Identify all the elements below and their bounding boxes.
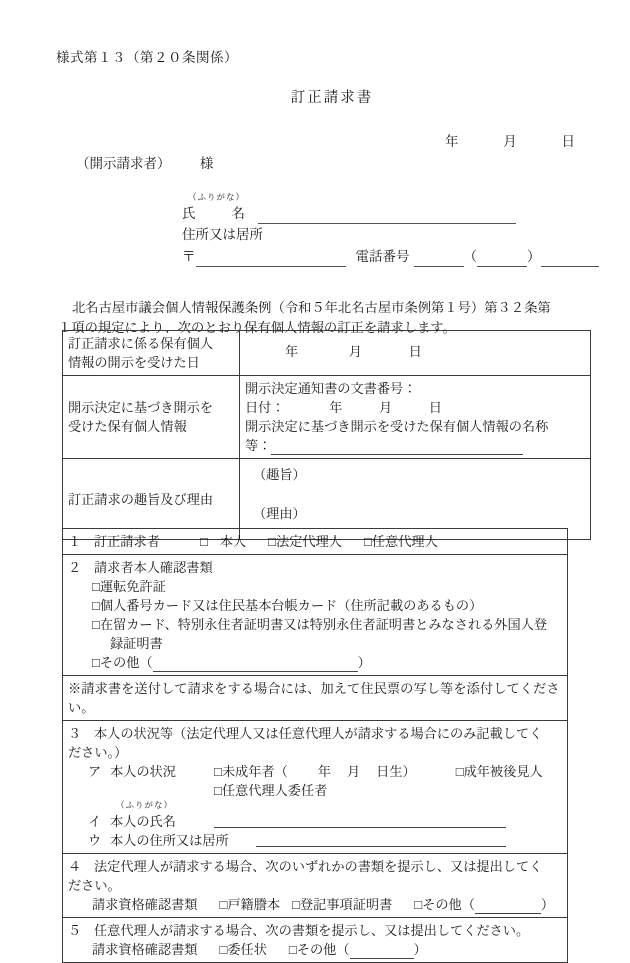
checkbox-item5-other[interactable]: □ [288,942,297,957]
item5-docs-row [68,940,562,959]
item1-label: 訂正請求者 [94,534,160,549]
item3-sub-i-mark: イ [88,814,102,829]
checklist-row-item5 [63,918,568,963]
item2-option-residence-row [68,615,562,634]
checkbox-self[interactable]: □ [199,534,208,549]
furigana-label: （ふりがな） [188,192,246,202]
item3-heading-line2: ださい。） [68,745,128,760]
checkbox-residence-card[interactable]: □ [92,617,100,632]
name-input-line[interactable] [258,206,516,224]
item5-cell [63,918,568,963]
paren-close: ） [527,249,541,264]
item4-option-other: その他（ [422,897,475,912]
applicant-block [182,192,599,267]
item1-option-voluntary: 任意代理人 [371,534,438,549]
item4-other-close: ） [540,897,555,912]
item3-sub-a-row [68,762,562,781]
item3-sub-a-mark: ア [88,764,102,779]
address-label: 住所又は居所 [182,227,263,242]
item1-cell [63,529,568,555]
item4-option-koseki: 戸籍謄本 [227,897,281,912]
item3-sub-a-row2 [68,781,562,800]
item1-number: １ [68,534,82,549]
item2-option-mynumber-row [68,596,562,615]
checklist-row-item3 [63,721,568,854]
telephone-label: 電話番号 [355,249,410,264]
reason-label: （理由） [253,506,306,521]
disclosure-year-label: 年 [285,344,299,359]
name-field-row [182,203,599,224]
item3-heading-line1: ３ 本人の状況等（法定代理人又は任意代理人が請求する場合にのみ記載してく [68,726,543,741]
date-line [0,130,575,150]
date-month-label: 月 [503,134,517,149]
disclosure-month-label: 月 [348,344,362,359]
checkbox-other-document[interactable]: □ [92,655,100,670]
zip-symbol: 〒 [182,249,196,264]
checkbox-minor[interactable]: □ [214,764,222,779]
addressee-label: （開示請求者） [76,156,171,171]
item2-option-license: 運転免許証 [99,579,166,594]
checklist-row-note [63,676,568,721]
item4-heading-line2: ださい。 [68,878,121,893]
disclosed-info-input-line[interactable] [271,439,523,455]
checkbox-adult-ward[interactable]: □ [455,764,464,779]
item4-docs-row [68,895,562,914]
tel-last-line[interactable] [541,249,599,267]
item5-other-close: ） [413,942,427,957]
address-input-line[interactable] [196,249,346,267]
row-value-disclosed-info[interactable] [240,376,591,459]
disclosure-day-label: 日 [408,344,422,359]
notice-date-row: 日付： 年 月 日 [245,400,442,415]
document-title: 訂正請求書 [290,90,374,106]
ordinance-line-2: １項の規定により、次のとおり保有個人情報の訂正を請求します。 [58,320,456,335]
item2-option-mynumber: 個人番号カード又は住民基本台帳カード（住所記載のあるもの） [99,598,483,613]
item3-address-input-line[interactable] [256,831,506,847]
item3-sub-i-label: 本人の氏名 [110,814,176,829]
paren-open: （ [463,249,477,264]
checkbox-drivers-license[interactable]: □ [92,579,100,594]
item3-sub-i-row [68,812,562,831]
checkbox-family-register[interactable]: □ [219,897,228,912]
table-row-disclosed-info [63,376,591,459]
table-row-disclosure-date [63,331,591,376]
option-adult-ward: 成年被後見人 [463,764,543,779]
item3-sub-a-delegator [214,781,327,800]
item4-docs-label: 請求資格確認書類 [92,897,198,912]
item1-option-self: 本人 [219,534,247,549]
row-label-disclosed-info: 開示決定に基づき開示を 受けた保有個人情報 [63,376,240,459]
item5-other-input-line[interactable] [350,943,414,959]
checkbox-mynumber-card[interactable]: □ [92,598,100,613]
item2-other-close: ） [357,655,371,670]
item2-option-residence: 在留カード、特別永住者証明書又は特別永住者証明書とみなされる外国人登 [99,617,548,632]
addressee-honorific: 様 [199,156,214,171]
item5-docs-label: 請求資格確認書類 [92,942,198,957]
item3-sub-u-mark: ウ [88,833,102,848]
name-label: 氏 名 [182,206,245,221]
checklist-table [62,528,568,963]
item3-sub-u-row [68,831,562,850]
item5-option-other: その他（ [296,942,350,957]
item5-option-inin: 委任状 [227,942,267,957]
checklist-row-item1 [63,529,568,555]
item2-cell [63,555,568,676]
tel-mid-line[interactable] [477,249,527,267]
item3-sub-a-options: □未成年者（ 年 月 日生） □成年被後見人 [214,764,543,779]
date-day-label: 日 [561,134,575,149]
item3-sub-u-label: 本人の住所又は居所 [110,833,229,848]
addressee-line [76,152,213,172]
item4-heading-line1: ４ 法定代理人が請求する場合、次のいずれかの書類を提示し、又は提出してく [68,859,543,874]
item2-option-residence-cont: 録証明書 [110,636,163,651]
row-label-purpose-reason: 訂正請求の趣旨及び理由 [63,459,240,540]
option-delegator: 任意代理人委任者 [221,783,328,798]
row-label-disclosure-date: 訂正請求に係る保有個人 情報の開示を受けた日 [63,331,240,376]
item4-other-input-line[interactable] [475,898,541,914]
item3-furigana-label: （ふりがな） [116,800,174,810]
item3-cell [63,721,568,854]
checkbox-voluntary-representative[interactable]: □ [363,534,372,549]
item3-sub-a-label: 本人の状況 [110,764,176,779]
form-number: 様式第１３（第２０条関係） [56,50,238,65]
row-value-disclosure-date[interactable] [240,331,591,376]
option-minor: 未成年者（ [221,764,288,779]
tel-area-line[interactable] [414,249,464,267]
date-year-label: 年 [445,134,459,149]
item2-option-other-row [68,653,562,672]
checkbox-item4-other[interactable]: □ [414,897,423,912]
item4-option-touki: 登記事項証明書 [299,897,393,912]
attachment-note: ※請求書を送付して請求をする場合には、加えて住民票の写し等を添付してください。 [63,676,568,721]
main-table [62,330,591,540]
checklist-row-item2 [63,555,568,676]
item3-name-input-line[interactable] [214,812,506,828]
item5-heading: ５ 任意代理人が請求する場合、次の書類を提示し、又は提出してください。 [68,923,530,938]
ordinance-line-1: 北名古屋市議会個人情報保護条例（令和５年北名古屋市条例第１号）第３２条第 [72,300,551,315]
checkbox-power-of-attorney[interactable]: □ [219,942,228,957]
zip-tel-row [182,246,599,267]
checkbox-registry-certificate[interactable]: □ [292,897,300,912]
disclosed-info-name-row: 等： [245,436,585,455]
checklist-row-item4 [63,854,568,918]
checkbox-legal-representative[interactable]: □ [268,534,277,549]
item2-option-other: その他（ [99,655,153,670]
item4-cell [63,854,568,918]
checkbox-delegator[interactable]: □ [214,783,222,798]
item2-other-input-line[interactable] [153,656,358,672]
disclosed-info-name-label: 開示決定に基づき開示を受けた保有個人情報の名称 [245,419,549,434]
item2-option-license-row [68,577,562,596]
item1-option-legal: 法定代理人 [276,534,342,549]
purpose-label: （趣旨） [253,467,306,482]
notice-doc-number-label: 開示決定通知書の文書番号： [245,381,417,396]
item2-heading: ２ 請求者本人確認書類 [68,560,213,575]
